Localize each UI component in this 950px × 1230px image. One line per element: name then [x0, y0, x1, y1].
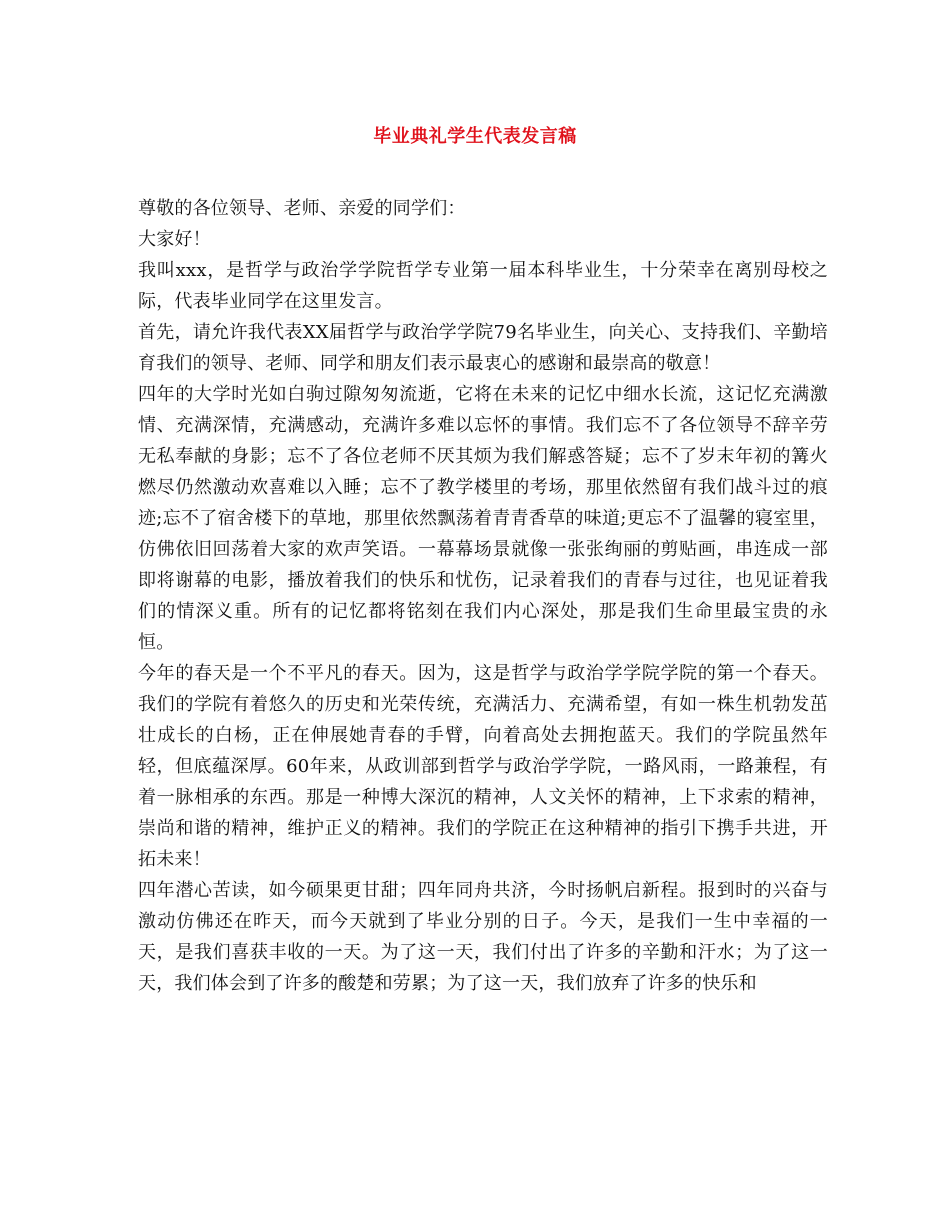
memories-paragraph: 四年的大学时光如白驹过隙匆匆流逝，它将在未来的记忆中细水长流，这记忆充满激情、充满深情，充满感动，充满许多难以忘怀的事情。我们忘不了各位领导不辞辛劳无私奉献的身影；忘不了各位老师不厌其烦为我们解惑答疑；忘不了岁末年初的篝火燃尽仍然激动欢喜难以入睡；忘不了教学楼里的考场，那里依然留有我们战斗过的痕迹;忘不了宿舍楼下的草地，那里依然飘荡着青青香草的味道;更忘不了温馨的寝室里，仿佛依旧回荡着大家的欢声笑语。一幕幕场景就像一张张绚丽的剪贴画，串连成一部即将谢幕的电影，播放着我们的快乐和忧伤，记录着我们的青春与过往，也见证着我们的情深义重。所有的记忆都将铭刻在我们内心深处，那是我们生命里最宝贵的永恒。: [138, 384, 828, 653]
greeting-paragraph: 尊敬的各位领导、老师、亲爱的同学们：: [138, 198, 466, 219]
study-paragraph: 四年潜心苦读，如今硕果更甘甜；四年同舟共济，今时扬帆启新程。报到时的兴奋与激动仿佛还在昨天，而今天就到了毕业分别的日子。今天，是我们一生中幸福的一天，是我们喜获丰收的一天。为了这一天，我们付出了许多的辛勤和汗水；为了这一天，我们体会到了许多的酸楚和劳累；为了这一天，我们放弃了许多的快乐和: [138, 880, 828, 994]
introduction-paragraph: 我叫xxx，是哲学与政治学学院哲学专业第一届本科毕业生，十分荣幸在离别母校之际，代表毕业同学在这里发言。: [138, 260, 828, 312]
document-title: 毕业典礼学生代表发言稿: [373, 126, 577, 147]
spring-paragraph: 今年的春天是一个不平凡的春天。因为，这是哲学与政治学学院学院的第一个春天。我们的学院有着悠久的历史和光荣传统，充满活力、充满希望，有如一株生机勃发茁壮成长的白杨，正在伸展她青春的手臂，向着高处去拥抱蓝天。我们的学院虽然年轻，但底蕴深厚。60年来，从政训部到哲学与政治学学院，一路风雨，一路兼程，有着一脉相承的东西。那是一种博大深沉的精神，人文关怀的精神，上下求索的精神，崇尚和谐的精神，维护正义的精神。我们的学院正在这种精神的指引下携手共进，开拓未来！: [138, 663, 828, 870]
salutation-paragraph: 大家好！: [138, 229, 211, 250]
thanks-paragraph: 首先，请允许我代表XX届哲学与政治学学院79名毕业生，向关心、支持我们、辛勤培育我们的领导、老师、同学和朋友们表示最衷心的感谢和最崇高的敬意！: [138, 322, 828, 374]
document-body: [138, 193, 828, 999]
